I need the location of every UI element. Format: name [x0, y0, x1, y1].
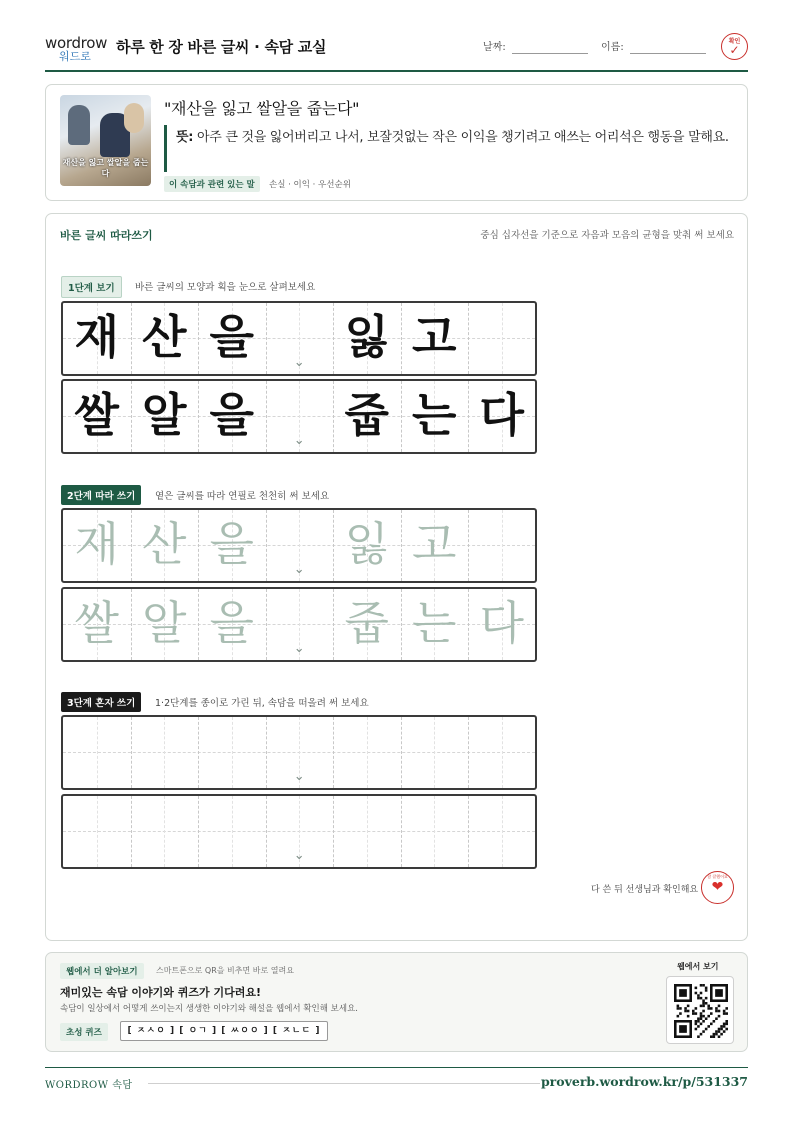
- step1-description: 바른 글씨의 모양과 획을 눈으로 살펴보세요: [135, 282, 316, 293]
- grid-cell-divider: [468, 796, 469, 867]
- trace-row-2[interactable]: [61, 587, 537, 662]
- qr-module: [720, 1028, 723, 1031]
- stamp-text: 확인: [728, 38, 741, 45]
- checkmark-icon: ✓: [729, 43, 740, 57]
- qr-module: [715, 1010, 718, 1013]
- related-words: 손실 · 이익 · 우선순위: [269, 180, 351, 190]
- web-description: 속담이 일상에서 어떻게 쓰이는지 생생한 이야기와 해설을 웹에서 확인해 보세요.: [60, 1004, 358, 1014]
- qr-module: [718, 1028, 721, 1031]
- model-character: 알: [142, 388, 187, 442]
- model-character: 다: [479, 388, 524, 442]
- space-marker-icon: ⌄: [293, 641, 305, 656]
- trace-character: 을: [209, 596, 254, 650]
- grid-center-guide: [164, 796, 165, 867]
- page-header: [45, 28, 748, 72]
- qr-module: [677, 1007, 680, 1010]
- grid-cell-divider: [401, 796, 402, 867]
- qr-module: [718, 1010, 721, 1013]
- qr-module: [707, 1015, 710, 1018]
- qr-module: [695, 987, 698, 990]
- check-stamp-icon: [721, 33, 748, 60]
- qr-module: [679, 1007, 682, 1010]
- qr-label: 웹에서 보기: [677, 962, 719, 971]
- space-marker-icon: ⌄: [293, 848, 305, 863]
- trace-character: 알: [142, 596, 187, 650]
- practice-title: 바른 글씨 따라쓰기: [60, 229, 153, 242]
- related-words-label: 이 속담과 관련 있는 말: [164, 176, 260, 192]
- handwriting-practice-section: [45, 213, 748, 941]
- qr-module: [700, 997, 703, 1000]
- qr-module: [687, 1005, 690, 1008]
- qr-module: [679, 1025, 687, 1033]
- qr-module: [700, 1015, 703, 1018]
- qr-module: [695, 992, 698, 995]
- grid-cell-divider: [333, 796, 334, 867]
- qr-module: [692, 1010, 695, 1013]
- qr-module: [692, 1012, 695, 1015]
- qr-module: [687, 1010, 690, 1013]
- footer-url-link[interactable]: proverb.wordrow.kr/p/531337: [540, 1074, 748, 1089]
- wordrow-logo[interactable]: [45, 34, 107, 62]
- proverb-illustration: [60, 95, 151, 186]
- web-more-tag: 웹에서 더 알아보기: [60, 963, 144, 979]
- web-headline: 재미있는 속담 이야기와 퀴즈가 기다려요!: [60, 986, 261, 999]
- qr-module: [723, 1023, 726, 1026]
- space-marker-icon: ⌄: [293, 562, 305, 577]
- qr-module: [718, 1035, 721, 1038]
- qr-module: [710, 1035, 713, 1038]
- trace-character: 산: [142, 517, 187, 571]
- qr-module: [700, 1033, 703, 1036]
- qr-module: [684, 1010, 687, 1013]
- free-write-row-2[interactable]: [61, 794, 537, 869]
- qr-module: [697, 1025, 700, 1028]
- qr-module: [710, 1023, 713, 1026]
- proverb-meaning: [176, 128, 736, 148]
- qr-module: [679, 989, 687, 997]
- logo-korean: 워드로: [59, 50, 91, 63]
- qr-module: [687, 1015, 690, 1018]
- qr-module: [705, 1017, 708, 1020]
- illustration-figure: [124, 103, 144, 133]
- qr-module: [707, 1005, 710, 1008]
- trace-character: 쌀: [74, 596, 119, 650]
- teacher-check-note: 다 쓴 뒤 선생님과 확인해요: [591, 885, 699, 895]
- qr-module: [702, 984, 705, 987]
- space-marker-icon: ⌄: [293, 769, 305, 784]
- grid-cell-divider: [468, 510, 469, 581]
- date-label: 날짜:: [483, 42, 506, 53]
- grid-cell-divider: [198, 717, 199, 788]
- qr-module: [725, 1023, 728, 1026]
- qr-module: [702, 1010, 705, 1013]
- qr-module: [715, 1033, 718, 1036]
- grid-cell-divider: [131, 717, 132, 788]
- trace-character: 재: [74, 517, 119, 571]
- qr-module: [697, 994, 700, 997]
- meaning-label: 뜻:: [176, 130, 194, 145]
- date-field[interactable]: [512, 53, 588, 54]
- qr-module: [677, 1015, 680, 1018]
- qr-module: [707, 1025, 710, 1028]
- model-character: 쌀: [74, 388, 119, 442]
- trace-character: 고: [412, 517, 457, 571]
- qr-module: [705, 989, 708, 992]
- grid-center-guide: [232, 717, 233, 788]
- qr-module: [697, 1035, 700, 1038]
- model-character: 잃: [344, 310, 389, 364]
- footer-brand: WORDROW 속담: [45, 1080, 133, 1091]
- grid-cell-divider: [131, 796, 132, 867]
- qr-module: [702, 999, 705, 1002]
- qr-module: [702, 1005, 705, 1008]
- qr-module: [700, 992, 703, 995]
- qr-module: [700, 1023, 703, 1026]
- grid-center-guide: [232, 796, 233, 867]
- qr-module: [695, 1012, 698, 1015]
- grid-center-guide: [367, 717, 368, 788]
- qr-module: [713, 1033, 716, 1036]
- qr-module: [718, 1005, 721, 1008]
- web-link-box: [45, 952, 748, 1052]
- free-write-row-1[interactable]: [61, 715, 537, 790]
- qr-module: [695, 1023, 698, 1026]
- chosung-quiz-label: 초성 퀴즈: [60, 1023, 108, 1041]
- trace-character: 줍: [344, 596, 389, 650]
- step2-badge: 2단계 따라 쓰기: [61, 485, 141, 505]
- trace-row-1[interactable]: [61, 508, 537, 583]
- trace-character: 을: [209, 517, 254, 571]
- model-character: 을: [209, 388, 254, 442]
- grid-center-guide: [434, 796, 435, 867]
- grid-cell-divider: [468, 717, 469, 788]
- qr-module: [715, 1017, 718, 1020]
- qr-module: [723, 1025, 726, 1028]
- qr-module: [677, 1005, 680, 1008]
- illustration-figure: [68, 105, 90, 145]
- trace-character: 다: [479, 596, 524, 650]
- trace-character: 는: [412, 596, 457, 650]
- illustration-caption: 재산을 잃고 쌀알을 줍는다: [62, 158, 149, 178]
- qr-module: [720, 1025, 723, 1028]
- qr-module: [715, 1030, 718, 1033]
- qr-module: [705, 987, 708, 990]
- qr-module: [723, 1030, 726, 1033]
- qr-module: [713, 1020, 716, 1023]
- qr-module: [702, 1002, 705, 1005]
- grid-cell-divider: [333, 717, 334, 788]
- name-label: 이름:: [601, 42, 624, 53]
- qr-module: [725, 1020, 728, 1023]
- qr-module: [700, 1017, 703, 1020]
- meaning-accent-bar: [164, 125, 167, 172]
- qr-module: [695, 1028, 698, 1031]
- qr-module: [695, 1020, 698, 1023]
- grid-center-guide: [367, 796, 368, 867]
- worksheet-title: 하루 한 장 바른 글씨 · 속담 교실: [116, 38, 327, 56]
- grid-center-guide: [97, 796, 98, 867]
- qr-module: [710, 1012, 713, 1015]
- model-row-2: [61, 379, 537, 454]
- grid-cell-divider: [401, 717, 402, 788]
- grid-center-guide: [434, 717, 435, 788]
- step3-badge: 3단계 혼자 쓰기: [61, 692, 141, 712]
- qr-module: [700, 984, 703, 987]
- grid-center-guide: [502, 717, 503, 788]
- space-marker-icon: ⌄: [293, 355, 305, 370]
- qr-module: [697, 1020, 700, 1023]
- name-field[interactable]: [630, 53, 706, 54]
- model-character: 재: [74, 310, 119, 364]
- qr-module: [705, 997, 708, 1000]
- qr-module: [700, 1012, 703, 1015]
- qr-module: [713, 1035, 716, 1038]
- qr-module: [707, 1007, 710, 1010]
- qr-module: [702, 1030, 705, 1033]
- model-character: 산: [142, 310, 187, 364]
- qr-module: [725, 1007, 728, 1010]
- trace-character: 잃: [344, 517, 389, 571]
- heart-stamp-icon: [701, 871, 734, 904]
- model-character: 줍: [344, 388, 389, 442]
- qr-module: [684, 1007, 687, 1010]
- qr-module: [702, 1020, 705, 1023]
- qr-module: [679, 1012, 682, 1015]
- grid-center-guide: [502, 303, 503, 374]
- footer-divider: [45, 1067, 748, 1068]
- qr-module: [720, 1033, 723, 1036]
- qr-module: [725, 1028, 728, 1031]
- model-character: 는: [412, 388, 457, 442]
- logo-wordmark: wordrow: [45, 34, 108, 52]
- qr-module: [723, 1010, 726, 1013]
- grid-center-guide: [164, 717, 165, 788]
- grid-center-guide: [502, 510, 503, 581]
- space-marker-icon: ⌄: [293, 433, 305, 448]
- qr-module: [718, 1030, 721, 1033]
- qr-module: [710, 1007, 713, 1010]
- practice-hint: 중심 십자선을 기준으로 자음과 모음의 균형을 맞춰 써 보세요: [480, 230, 734, 241]
- model-character: 을: [209, 310, 254, 364]
- model-character: 고: [412, 310, 457, 364]
- qr-module: [705, 1002, 708, 1005]
- meaning-text: 아주 큰 것을 잃어버리고 나서, 보잘것없는 작은 이익을 챙기려고 애쓰는 어리석은 행동을 말해요.: [193, 130, 729, 145]
- qr-module: [718, 1015, 721, 1018]
- model-row-1: [61, 301, 537, 376]
- qr-module: [715, 989, 723, 997]
- qr-module: [697, 1017, 700, 1020]
- qr-module: [705, 1028, 708, 1031]
- grid-cell-divider: [198, 796, 199, 867]
- web-tag-description: 스마트폰으로 QR을 비추면 바로 열려요: [156, 966, 294, 975]
- step3-description: 1·2단계를 종이로 가린 뒤, 속담을 떠올려 써 보세요: [155, 698, 369, 709]
- step2-description: 옅은 글씨를 따라 연필로 천천히 써 보세요: [155, 491, 330, 502]
- qr-module: [697, 997, 700, 1000]
- qr-module: [702, 1015, 705, 1018]
- grid-cell-divider: [468, 303, 469, 374]
- grid-center-guide: [502, 796, 503, 867]
- chosung-quiz-box[interactable]: [ ㅈㅅㅇ ] [ ㅇㄱ ] [ ㅆㅇㅇ ] [ ㅈㄴㄷ ]: [120, 1021, 328, 1041]
- qr-module: [725, 1012, 728, 1015]
- grid-center-guide: [97, 717, 98, 788]
- qr-code-icon: [674, 984, 728, 1038]
- qr-module: [695, 1007, 698, 1010]
- proverb-text: "재산을 잃고 쌀알을 줍는다": [164, 99, 360, 118]
- qr-code[interactable]: [666, 976, 734, 1044]
- qr-module: [723, 1012, 726, 1015]
- footer-rule: [148, 1083, 540, 1084]
- heart-icon: ❤: [711, 879, 724, 895]
- qr-module: [715, 1007, 718, 1010]
- proverb-card: [45, 84, 748, 201]
- qr-module: [700, 1005, 703, 1008]
- step1-badge: 1단계 보기: [61, 276, 122, 298]
- heart-stamp-text: 참 잘했어요: [707, 874, 728, 879]
